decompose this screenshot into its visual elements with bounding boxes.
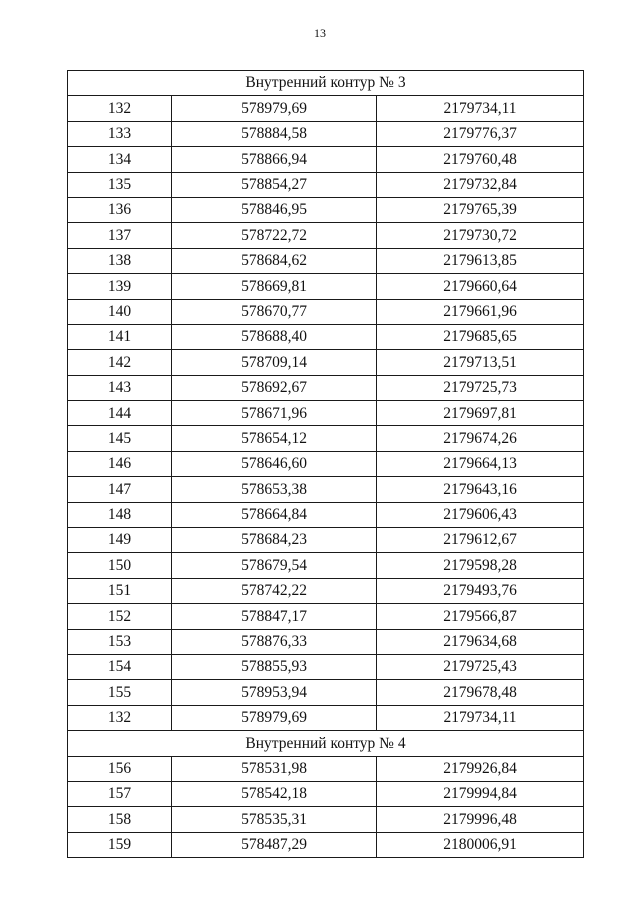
x-coordinate-cell: 578664,84	[172, 502, 377, 527]
coordinates-table	[67, 70, 584, 858]
point-number-cell: 147	[68, 477, 172, 502]
x-coordinate-cell: 578979,69	[172, 96, 377, 121]
point-number-cell: 146	[68, 451, 172, 476]
section-title: Внутренний контур № 4	[68, 731, 584, 756]
x-coordinate-cell: 578671,96	[172, 401, 377, 426]
coordinates-table-body	[68, 71, 584, 858]
table-row	[68, 629, 584, 654]
x-coordinate-cell: 578855,93	[172, 654, 377, 679]
y-coordinate-cell: 2179612,67	[377, 528, 584, 553]
x-coordinate-cell: 578742,22	[172, 578, 377, 603]
x-coordinate-cell: 578846,95	[172, 197, 377, 222]
x-coordinate-cell: 578709,14	[172, 350, 377, 375]
point-number-cell: 158	[68, 807, 172, 832]
x-coordinate-cell: 578847,17	[172, 604, 377, 629]
section-title: Внутренний контур № 3	[68, 71, 584, 96]
y-coordinate-cell: 2179725,43	[377, 654, 584, 679]
point-number-cell: 134	[68, 147, 172, 172]
table-row	[68, 147, 584, 172]
x-coordinate-cell: 578531,98	[172, 756, 377, 781]
y-coordinate-cell: 2179493,76	[377, 578, 584, 603]
point-number-cell: 155	[68, 680, 172, 705]
y-coordinate-cell: 2180006,91	[377, 832, 584, 857]
y-coordinate-cell: 2179697,81	[377, 401, 584, 426]
y-coordinate-cell: 2179776,37	[377, 121, 584, 146]
point-number-cell: 139	[68, 274, 172, 299]
x-coordinate-cell: 578487,29	[172, 832, 377, 857]
y-coordinate-cell: 2179606,43	[377, 502, 584, 527]
point-number-cell: 156	[68, 756, 172, 781]
y-coordinate-cell: 2179926,84	[377, 756, 584, 781]
y-coordinate-cell: 2179725,73	[377, 375, 584, 400]
y-coordinate-cell: 2179664,13	[377, 451, 584, 476]
y-coordinate-cell: 2179685,65	[377, 324, 584, 349]
point-number-cell: 149	[68, 528, 172, 553]
x-coordinate-cell: 578654,12	[172, 426, 377, 451]
y-coordinate-cell: 2179634,68	[377, 629, 584, 654]
x-coordinate-cell: 578876,33	[172, 629, 377, 654]
table-row	[68, 121, 584, 146]
table-row	[68, 96, 584, 121]
table-row	[68, 832, 584, 857]
table-row	[68, 477, 584, 502]
y-coordinate-cell: 2179674,26	[377, 426, 584, 451]
y-coordinate-cell: 2179598,28	[377, 553, 584, 578]
y-coordinate-cell: 2179994,84	[377, 781, 584, 806]
x-coordinate-cell: 578669,81	[172, 274, 377, 299]
x-coordinate-cell: 578646,60	[172, 451, 377, 476]
point-number-cell: 152	[68, 604, 172, 629]
y-coordinate-cell: 2179734,11	[377, 96, 584, 121]
point-number-cell: 140	[68, 299, 172, 324]
x-coordinate-cell: 578535,31	[172, 807, 377, 832]
table-row	[68, 807, 584, 832]
table-row	[68, 705, 584, 730]
y-coordinate-cell: 2179566,87	[377, 604, 584, 629]
y-coordinate-cell: 2179732,84	[377, 172, 584, 197]
point-number-cell: 143	[68, 375, 172, 400]
table-row	[68, 451, 584, 476]
table-row	[68, 654, 584, 679]
x-coordinate-cell: 578653,38	[172, 477, 377, 502]
x-coordinate-cell: 578953,94	[172, 680, 377, 705]
point-number-cell: 137	[68, 223, 172, 248]
x-coordinate-cell: 578679,54	[172, 553, 377, 578]
table-row	[68, 274, 584, 299]
point-number-cell: 132	[68, 705, 172, 730]
y-coordinate-cell: 2179661,96	[377, 299, 584, 324]
point-number-cell: 154	[68, 654, 172, 679]
x-coordinate-cell: 578884,58	[172, 121, 377, 146]
table-row	[68, 401, 584, 426]
x-coordinate-cell: 578692,67	[172, 375, 377, 400]
x-coordinate-cell: 578866,94	[172, 147, 377, 172]
table-row	[68, 680, 584, 705]
x-coordinate-cell: 578854,27	[172, 172, 377, 197]
y-coordinate-cell: 2179730,72	[377, 223, 584, 248]
table-row	[68, 528, 584, 553]
table-row	[68, 426, 584, 451]
x-coordinate-cell: 578542,18	[172, 781, 377, 806]
point-number-cell: 144	[68, 401, 172, 426]
y-coordinate-cell: 2179765,39	[377, 197, 584, 222]
y-coordinate-cell: 2179660,64	[377, 274, 584, 299]
table-row	[68, 172, 584, 197]
point-number-cell: 136	[68, 197, 172, 222]
table-row	[68, 502, 584, 527]
point-number-cell: 157	[68, 781, 172, 806]
point-number-cell: 150	[68, 553, 172, 578]
table-row	[68, 299, 584, 324]
x-coordinate-cell: 578979,69	[172, 705, 377, 730]
table-row	[68, 578, 584, 603]
y-coordinate-cell: 2179613,85	[377, 248, 584, 273]
x-coordinate-cell: 578722,72	[172, 223, 377, 248]
section-header-row	[68, 71, 584, 96]
y-coordinate-cell: 2179996,48	[377, 807, 584, 832]
table-row	[68, 604, 584, 629]
section-header-row	[68, 731, 584, 756]
y-coordinate-cell: 2179734,11	[377, 705, 584, 730]
table-row	[68, 223, 584, 248]
table-row	[68, 553, 584, 578]
table-row	[68, 197, 584, 222]
y-coordinate-cell: 2179678,48	[377, 680, 584, 705]
x-coordinate-cell: 578670,77	[172, 299, 377, 324]
table-row	[68, 375, 584, 400]
point-number-cell: 132	[68, 96, 172, 121]
point-number-cell: 153	[68, 629, 172, 654]
point-number-cell: 145	[68, 426, 172, 451]
point-number-cell: 142	[68, 350, 172, 375]
point-number-cell: 138	[68, 248, 172, 273]
table-row	[68, 781, 584, 806]
table-row	[68, 350, 584, 375]
x-coordinate-cell: 578684,62	[172, 248, 377, 273]
x-coordinate-cell: 578688,40	[172, 324, 377, 349]
table-row	[68, 324, 584, 349]
point-number-cell: 148	[68, 502, 172, 527]
point-number-cell: 135	[68, 172, 172, 197]
x-coordinate-cell: 578684,23	[172, 528, 377, 553]
page-number: 13	[314, 26, 326, 40]
table-row	[68, 756, 584, 781]
y-coordinate-cell: 2179760,48	[377, 147, 584, 172]
point-number-cell: 159	[68, 832, 172, 857]
y-coordinate-cell: 2179713,51	[377, 350, 584, 375]
point-number-cell: 151	[68, 578, 172, 603]
table-row	[68, 248, 584, 273]
point-number-cell: 133	[68, 121, 172, 146]
y-coordinate-cell: 2179643,16	[377, 477, 584, 502]
point-number-cell: 141	[68, 324, 172, 349]
